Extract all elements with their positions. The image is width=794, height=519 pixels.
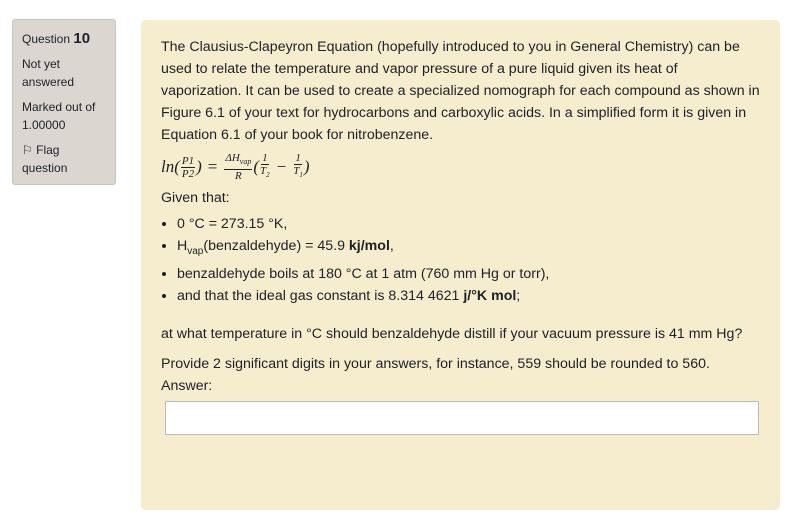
question-info-panel xyxy=(12,19,116,185)
flag-icon: ⚐ xyxy=(22,143,33,157)
answer-input[interactable] xyxy=(165,401,759,435)
question-prompt: at what temperature in °C should benzaldehyde distill if your vacuum pressure is 41 mm Hg? xyxy=(161,325,743,342)
given-item: • and that the ideal gas constant is 8.314 4621 j/°K mol; xyxy=(177,285,760,307)
question-status: Not yet answered xyxy=(22,57,75,89)
question-number: Question 10 xyxy=(22,30,91,47)
given-list xyxy=(161,213,760,307)
sigfig-instructions: Provide 2 significant digits in your answers, for instance, 559 should be rounded to 560. xyxy=(161,355,710,372)
flag-question-link[interactable]: ⚐ Flag question xyxy=(22,143,68,175)
given-item: • $H_{vap}(benzaldehyde) = 45.9$ kj/mol, xyxy=(177,235,760,263)
given-item: • 0 °C = 273.15 °K, xyxy=(177,213,760,235)
given-item: • benzaldehyde boils at 180 °C at 1 atm (760 mm Hg or torr), xyxy=(177,263,760,285)
given-label: Given that: xyxy=(161,190,230,206)
question-content xyxy=(141,20,780,510)
question-mark: Marked out of 1.00000 xyxy=(22,100,96,132)
answer-label: Answer: xyxy=(161,377,213,394)
clausius-clapeyron-equation: ln( $\frac{P1}{P2}$ ) = $\frac{\Delta H_{vap}}{R}$ ( $\frac{1}{T_2}$ − $\frac{1}{T_1}$ ) xyxy=(161,152,310,182)
question-intro: The Clausius-Clapeyron Equation (hopefully introduced to you in General Chemistry) can be used to relate the temperature and vapor pressure of a pure liquid given its heat of vaporization. It can be used to create a specialized nomograph for each compound as shown in Figure 6.1 of your text for hydrocarbons and carboxylic acids. In a simplified form it is given in Equation 6.1 of your book for nitrobenzene. xyxy=(161,39,760,143)
